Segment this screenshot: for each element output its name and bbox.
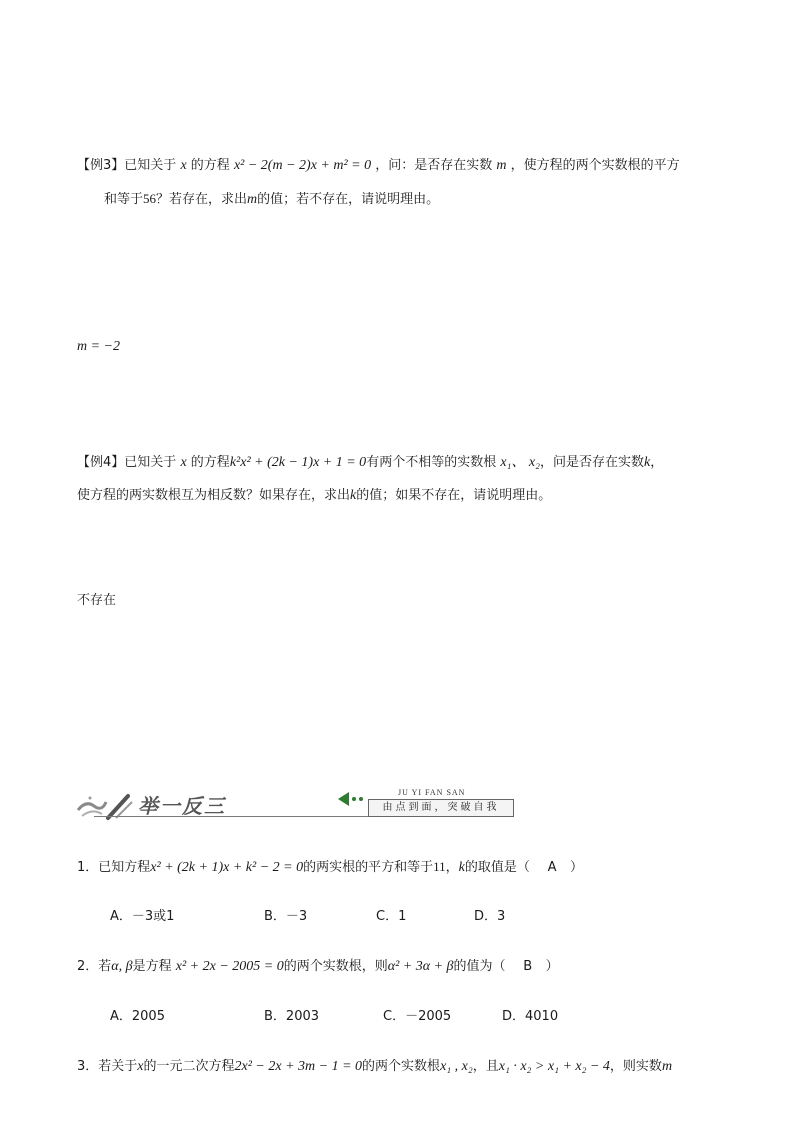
example4-label: 【例4】 bbox=[77, 455, 125, 470]
banner-english: JU YI FAN SAN bbox=[398, 788, 466, 797]
question-2-option-a: A．2005 bbox=[110, 1009, 165, 1024]
question-2-option-b: B．2003 bbox=[264, 1009, 320, 1024]
question-1: 1．已知方程x² + (2k + 1)x + k² − 2 = 0的两实根的平方和等于11，k的取值是（ A ） bbox=[77, 859, 584, 875]
question-1-option-c: C．1 bbox=[376, 909, 407, 924]
question-1-option-b: B．－3 bbox=[264, 909, 308, 924]
question-2-answer: B bbox=[523, 959, 533, 974]
question-1-option-d: D．3 bbox=[474, 909, 506, 924]
dot-icon bbox=[359, 797, 363, 801]
example4-line1: 【例4】已知关于 x 的方程k²x² + (2k − 1)x + 1 = 0有两个不相等的实数根 x₁、 x₂，问是否存在实数k， bbox=[77, 455, 664, 470]
question-2-option-d: D．4010 bbox=[502, 1009, 559, 1024]
example4-line2: 使方程的两实数根互为相反数？如果存在，求出k的值；如果不存在，请说明理由。 bbox=[77, 488, 552, 503]
example3-equation: x² − 2(m − 2)x + m² = 0 bbox=[233, 158, 372, 173]
example3-label: 【例3】 bbox=[77, 158, 125, 173]
example3-line2: 和等于56？若存在，求出m的值；若不存在，请说明理由。 bbox=[104, 191, 440, 207]
arrow-left-icon bbox=[338, 792, 349, 806]
dot-icon bbox=[352, 797, 356, 801]
example4-equation: k²x² + (2k − 1)x + 1 = 0 bbox=[229, 455, 367, 470]
example3-line1: 【例3】已知关于 x 的方程 x² − 2(m − 2)x + m² = 0 ，问：是否存在实数 m ，使方程的两个实数根的平方 bbox=[77, 158, 680, 173]
question-2-option-c: C．－2005 bbox=[383, 1009, 452, 1024]
example3-answer: m = −2 bbox=[77, 339, 121, 354]
banner-title: 举一反三 bbox=[138, 794, 226, 818]
question-3: 3．若关于x的一元二次方程2x² − 2x + 3m − 1 = 0的两个实数根x₁ , x₂，且x₁ · x₂ > x₁ + x₂ − 4，则实数m bbox=[77, 1059, 673, 1074]
banner-slogan: 由点到面，突破自我 bbox=[368, 799, 514, 817]
question-1-option-a: A．－3或1 bbox=[110, 909, 175, 924]
question-1-answer: A bbox=[547, 860, 557, 875]
question-2: 2．若α, β是方程 x² + 2x − 2005 = 0的两个实数根，则α² + 3α + β的值为（ B ） bbox=[77, 959, 559, 974]
question-1-equation: x² + (2k + 1)x + k² − 2 = 0 bbox=[150, 860, 304, 875]
question-2-equation: x² + 2x − 2005 = 0 bbox=[175, 959, 284, 974]
section-banner bbox=[76, 788, 512, 822]
question-3-equation: 2x² − 2x + 3m − 1 = 0 bbox=[234, 1059, 363, 1074]
example4-answer: 不存在 bbox=[77, 593, 117, 608]
